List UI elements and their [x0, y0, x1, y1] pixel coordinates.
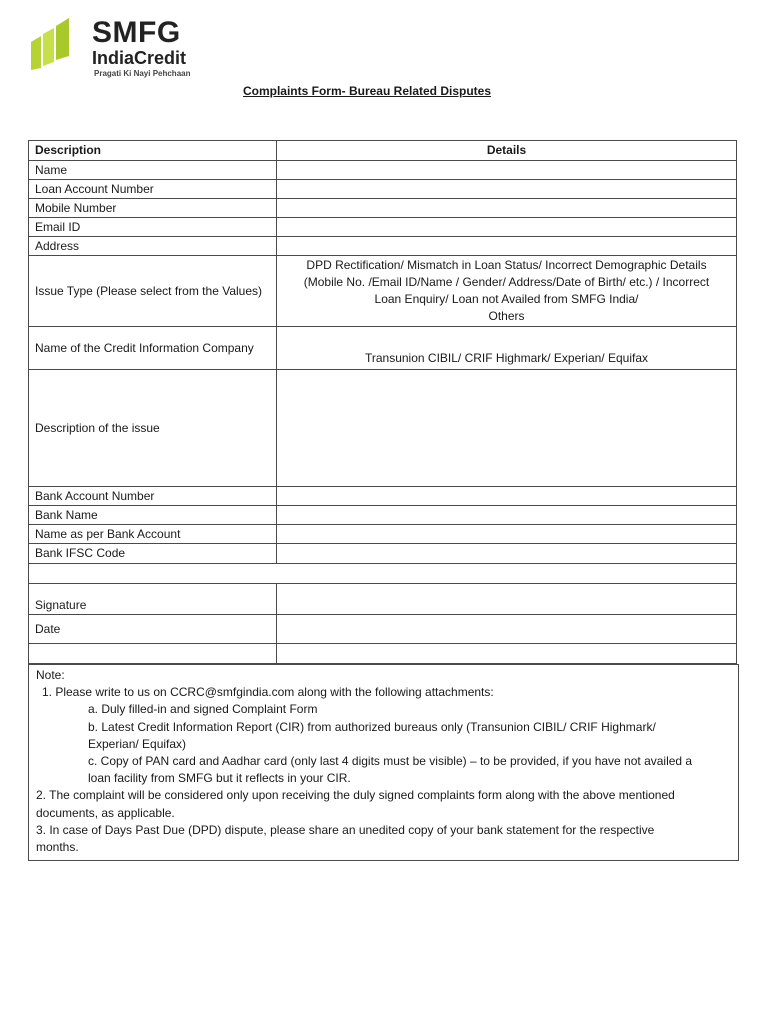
credit-company-field[interactable]: Transunion CIBIL/ CRIF Highmark/ Experian/ Equifax — [277, 327, 737, 370]
issue-type-option-line: DPD Rectification/ Mismatch in Loan Status/ Incorrect Demographic Details — [306, 258, 707, 272]
bank-ifsc-field[interactable] — [277, 544, 737, 564]
brand-subname: IndiaCredit — [92, 48, 187, 68]
note-subitem: c. Copy of PAN card and Aadhar card (only last 4 digits must be visible) – to be provided, if you have not availed a — [88, 754, 693, 769]
note-item: months. — [36, 840, 79, 855]
note-item: 1. Please write to us on CCRC@smfgindia.com along with the following attachments: — [42, 685, 494, 700]
loan-account-number-field[interactable] — [277, 180, 737, 199]
date-label: Date — [29, 615, 277, 644]
note-heading: Note: — [36, 668, 65, 682]
name-field[interactable] — [277, 161, 737, 180]
mobile-number-label: Mobile Number — [29, 199, 277, 218]
signature-label: Signature — [29, 584, 277, 615]
note-item: documents, as applicable. — [36, 805, 175, 820]
signature-field[interactable] — [277, 584, 737, 615]
address-label: Address — [29, 237, 277, 256]
date-field[interactable] — [277, 615, 737, 644]
brand-name: SMFG — [92, 16, 181, 49]
email-id-label: Email ID — [29, 218, 277, 237]
name-label: Name — [29, 161, 277, 180]
issue-description-label: Description of the issue — [29, 370, 277, 487]
notes-section — [28, 664, 739, 861]
details-header: Details — [277, 141, 737, 161]
issue-type-label: Issue Type (Please select from the Values) — [29, 256, 277, 327]
name-as-per-bank-label: Name as per Bank Account — [29, 525, 277, 544]
smfg-logo-mark-icon — [28, 14, 72, 70]
issue-type-field[interactable] — [277, 256, 737, 327]
credit-company-label: Name of the Credit Information Company — [29, 327, 277, 370]
issue-type-option-line: Loan Enquiry/ Loan not Availed from SMFG India/ — [374, 292, 639, 306]
brand-logo — [28, 14, 208, 80]
note-subitem: Experian/ Equifax) — [88, 736, 187, 751]
note-subitem: loan facility from SMFG but it reflects in your CIR. — [88, 771, 351, 786]
bank-ifsc-label: Bank IFSC Code — [29, 544, 277, 564]
form-title: Complaints Form- Bureau Related Disputes — [242, 84, 492, 98]
note-item: 2. The complaint will be considered only upon receiving the duly signed complaints form along with the above mentioned — [36, 788, 675, 803]
bank-account-number-label: Bank Account Number — [29, 487, 277, 506]
address-field[interactable] — [277, 237, 737, 256]
blank-cell — [29, 644, 277, 664]
name-as-per-bank-field[interactable] — [277, 525, 737, 544]
note-subitem: b. Latest Credit Information Report (CIR) from authorized bureaus only (Transunion CIBIL/ CRIF Highmark/ — [88, 719, 656, 734]
description-header: Description — [29, 141, 277, 161]
mobile-number-field[interactable] — [277, 199, 737, 218]
issue-type-option-line: (Mobile No. /Email ID/Name / Gender/ Address/Date of Birth/ etc.) / Incorrect — [303, 275, 710, 289]
issue-type-option-line: Others — [488, 309, 525, 323]
note-subitem: a. Duly filled-in and signed Complaint Form — [88, 702, 318, 717]
loan-account-number-label: Loan Account Number — [29, 180, 277, 199]
complaint-form-table — [28, 140, 737, 664]
email-id-field[interactable] — [277, 218, 737, 237]
spacer-row — [29, 564, 737, 584]
brand-tagline: Pragati Ki Nayi Pehchaan — [94, 69, 191, 78]
blank-cell — [277, 644, 737, 664]
bank-name-label: Bank Name — [29, 506, 277, 525]
bank-account-number-field[interactable] — [277, 487, 737, 506]
issue-description-field[interactable] — [277, 370, 737, 487]
note-item: 3. In case of Days Past Due (DPD) dispute, please share an unedited copy of your bank statement for the respective — [36, 822, 655, 837]
bank-name-field[interactable] — [277, 506, 737, 525]
